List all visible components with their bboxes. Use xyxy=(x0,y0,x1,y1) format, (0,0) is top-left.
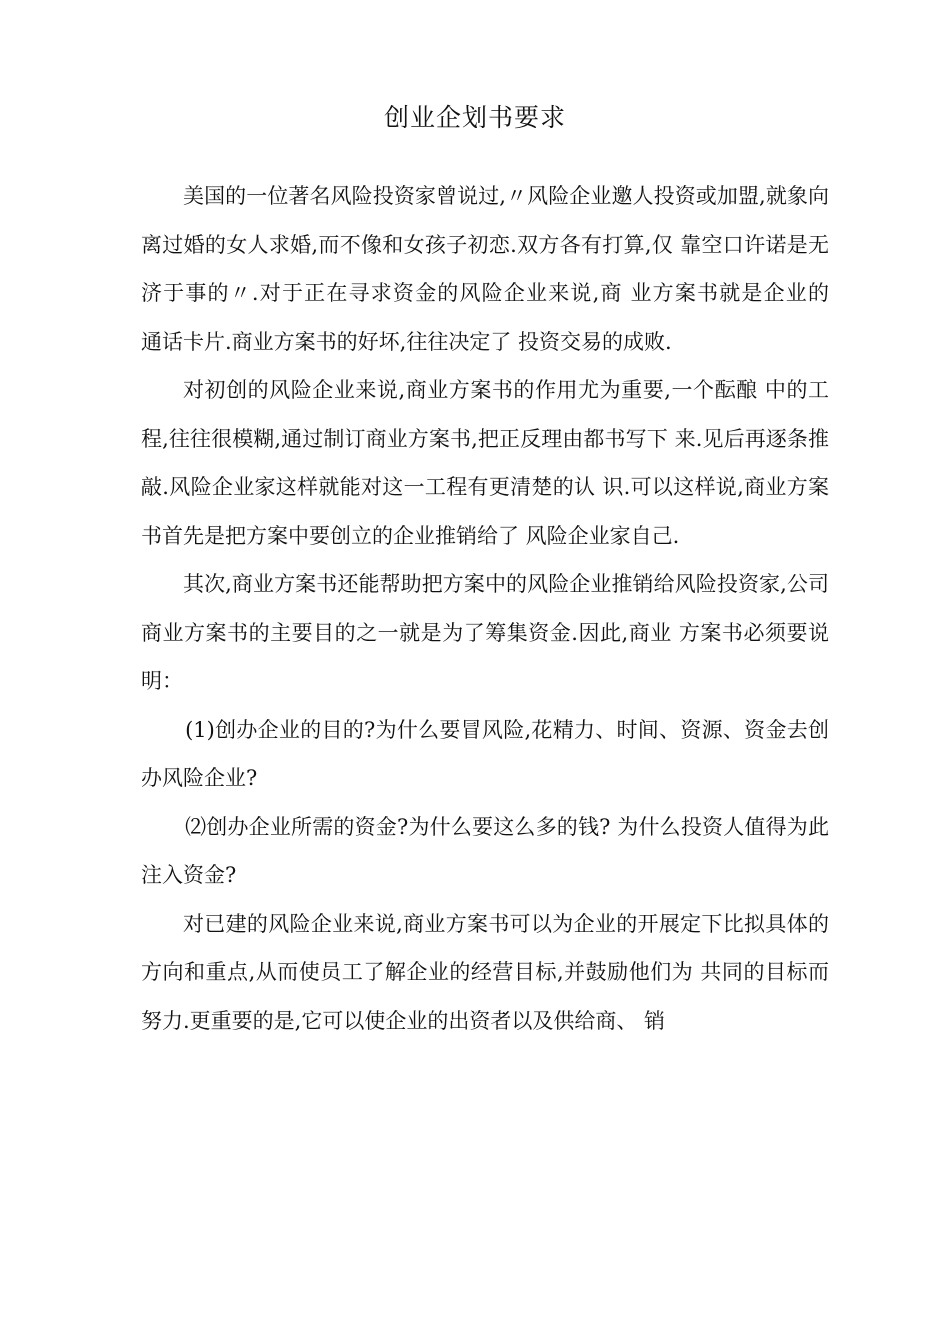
paragraph-fundraising: 其次,商业方案书还能帮助把方案中的风险企业推销给风险投资家,公司商业方案书的主要目的之一就是为了筹集资金.因此,商业 方案书必须要说明： xyxy=(141,572,829,693)
paragraph-startup-role: 对初创的风险企业来说,商业方案书的作用尤为重要,一个酝酿 中的工程,往往很模糊,通过制订商业方案书,把正反理由都书写下 来.见后再逐条推敲.风险企业家这样就能对这一工程有更清楚的认 识.可以这样说,商业方案书首先是把方案中要创立的企业推销给了 风险企业家自己. xyxy=(141,378,829,548)
document-title: 创业企划书要求 xyxy=(383,103,566,132)
paragraph-intro: 美国的一位著名风险投资家曾说过,〃风险企业邀人投资或加盟,就象向离过婚的女人求婚,而不像和女孩子初恋.双方各有打算,仅 靠空口许诺是无济于事的〃.对于正在寻求资金的风险企业来说,商 业方案书就是企业的 通话卡片.商业方案书的好坏,往往决定了 投资交易的成败. xyxy=(141,184,850,354)
document-body xyxy=(141,172,850,1045)
paragraph-established-firms: 对已建的风险企业来说,商业方案书可以为企业的开展定下比拟具体的方向和重点,从而使员工了解企业的经营目标,并鼓励他们为 共同的目标而努力.更重要的是,它可以使企业的出资者以及供给商、 销 xyxy=(141,911,829,1033)
list-item-purpose: (1)创办企业的目的?为什么要冒风险,花精力、时间、资源、资金去创办风险企业? xyxy=(141,717,829,790)
list-item-funding: ⑵创办企业所需的资金?为什么要这么多的钱? 为什么投资人值得为此注入资金? xyxy=(141,814,829,887)
